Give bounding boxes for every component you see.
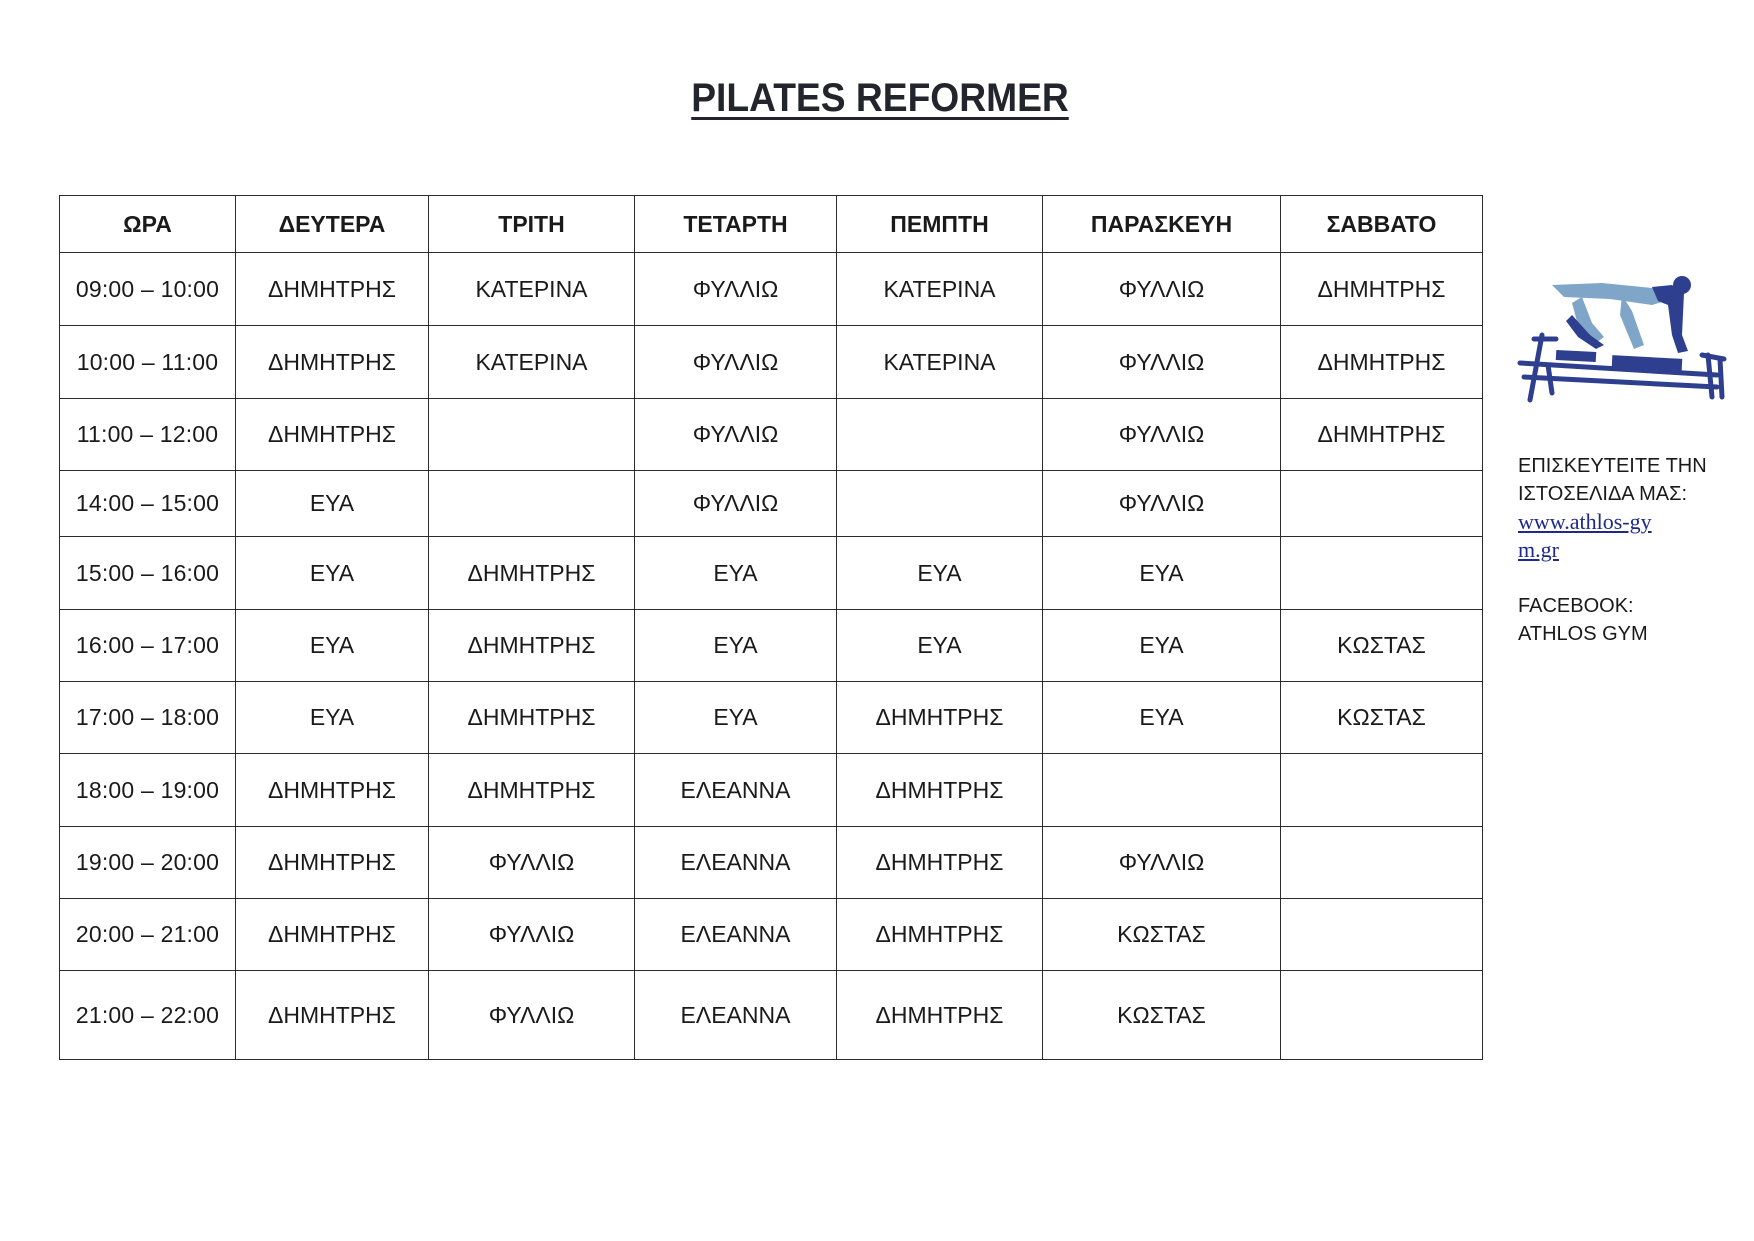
instructor-cell-monday: ΕΥΑ [236, 471, 429, 537]
instructor-cell-wednesday: ΦΥΛΛΙΩ [635, 399, 837, 471]
instructor-cell-saturday [1281, 754, 1483, 827]
instructor-cell-monday: ΔΗΜΗΤΡΗΣ [236, 971, 429, 1060]
header-row [60, 196, 1483, 253]
instructor-cell-tuesday: ΦΥΛΛΙΩ [429, 827, 635, 899]
time-slot-cell: 17:00 – 18:00 [60, 682, 236, 754]
schedule-body [60, 253, 1483, 1060]
spacer [1518, 564, 1748, 592]
visit-text-line2: ΙΣΤΟΣΕΛΙΔΑ ΜΑΣ: [1518, 483, 1688, 505]
contact-info [1518, 452, 1748, 648]
website-link[interactable]: www.athlos-gym.gr [1518, 509, 1652, 562]
instructor-cell-saturday [1281, 971, 1483, 1060]
table-row [60, 399, 1483, 471]
instructor-cell-saturday: ΚΩΣΤΑΣ [1281, 610, 1483, 682]
instructor-cell-friday: ΕΥΑ [1043, 610, 1281, 682]
instructor-cell-saturday: ΔΗΜΗΤΡΗΣ [1281, 399, 1483, 471]
instructor-cell-wednesday: ΕΥΑ [635, 537, 837, 610]
time-slot-cell: 14:00 – 15:00 [60, 471, 236, 537]
table-row [60, 253, 1483, 326]
pilates-reformer-icon [1512, 275, 1732, 405]
instructor-cell-wednesday: ΕΛΕΑΝΝΑ [635, 971, 837, 1060]
time-slot-cell: 15:00 – 16:00 [60, 537, 236, 610]
schedule-table [59, 195, 1483, 1060]
instructor-cell-saturday [1281, 537, 1483, 610]
instructor-cell-saturday [1281, 471, 1483, 537]
time-slot-cell: 10:00 – 11:00 [60, 326, 236, 399]
time-slot-cell: 11:00 – 12:00 [60, 399, 236, 471]
header-time: ΩΡΑ [60, 196, 236, 253]
table-row [60, 899, 1483, 971]
instructor-cell-thursday [837, 399, 1043, 471]
instructor-cell-monday: ΔΗΜΗΤΡΗΣ [236, 754, 429, 827]
instructor-cell-monday: ΔΗΜΗΤΡΗΣ [236, 326, 429, 399]
instructor-cell-saturday: ΔΗΜΗΤΡΗΣ [1281, 253, 1483, 326]
instructor-cell-saturday [1281, 899, 1483, 971]
header-monday: ΔΕΥΤΕΡΑ [236, 196, 429, 253]
instructor-cell-tuesday: ΔΗΜΗΤΡΗΣ [429, 610, 635, 682]
instructor-cell-thursday: ΔΗΜΗΤΡΗΣ [837, 899, 1043, 971]
facebook-name: ATHLOS GYM [1518, 623, 1648, 645]
instructor-cell-monday: ΕΥΑ [236, 537, 429, 610]
instructor-cell-friday [1043, 754, 1281, 827]
instructor-cell-tuesday: ΚΑΤΕΡΙΝΑ [429, 253, 635, 326]
header-friday: ΠΑΡΑΣΚΕΥΗ [1043, 196, 1281, 253]
instructor-cell-tuesday: ΚΑΤΕΡΙΝΑ [429, 326, 635, 399]
time-slot-cell: 19:00 – 20:00 [60, 827, 236, 899]
instructor-cell-thursday: ΕΥΑ [837, 610, 1043, 682]
instructor-cell-tuesday: ΦΥΛΛΙΩ [429, 971, 635, 1060]
instructor-cell-thursday: ΕΥΑ [837, 537, 1043, 610]
instructor-cell-thursday: ΔΗΜΗΤΡΗΣ [837, 682, 1043, 754]
instructor-cell-thursday: ΔΗΜΗΤΡΗΣ [837, 971, 1043, 1060]
instructor-cell-thursday: ΔΗΜΗΤΡΗΣ [837, 754, 1043, 827]
instructor-cell-monday: ΕΥΑ [236, 610, 429, 682]
header-wednesday: ΤΕΤΑΡΤΗ [635, 196, 837, 253]
instructor-cell-monday: ΔΗΜΗΤΡΗΣ [236, 253, 429, 326]
facebook-label: FACEBOOK: [1518, 595, 1634, 617]
table-row [60, 971, 1483, 1060]
instructor-cell-saturday [1281, 827, 1483, 899]
time-slot-cell: 21:00 – 22:00 [60, 971, 236, 1060]
logo-area [1512, 275, 1752, 405]
header-saturday: ΣΑΒΒΑΤΟ [1281, 196, 1483, 253]
instructor-cell-wednesday: ΕΛΕΑΝΝΑ [635, 827, 837, 899]
instructor-cell-thursday: ΚΑΤΕΡΙΝΑ [837, 253, 1043, 326]
instructor-cell-wednesday: ΕΥΑ [635, 682, 837, 754]
instructor-cell-friday: ΕΥΑ [1043, 682, 1281, 754]
instructor-cell-wednesday: ΦΥΛΛΙΩ [635, 471, 837, 537]
instructor-cell-monday: ΕΥΑ [236, 682, 429, 754]
header-tuesday: ΤΡΙΤΗ [429, 196, 635, 253]
instructor-cell-friday: ΚΩΣΤΑΣ [1043, 899, 1281, 971]
instructor-cell-tuesday: ΦΥΛΛΙΩ [429, 899, 635, 971]
instructor-cell-thursday: ΚΑΤΕΡΙΝΑ [837, 326, 1043, 399]
instructor-cell-thursday: ΔΗΜΗΤΡΗΣ [837, 827, 1043, 899]
instructor-cell-wednesday: ΕΛΕΑΝΝΑ [635, 754, 837, 827]
page-title: PILATES REFORMER [691, 76, 1069, 120]
table-row [60, 754, 1483, 827]
table-row [60, 682, 1483, 754]
instructor-cell-saturday: ΔΗΜΗΤΡΗΣ [1281, 326, 1483, 399]
table-row [60, 326, 1483, 399]
instructor-cell-friday: ΦΥΛΛΙΩ [1043, 827, 1281, 899]
time-slot-cell: 18:00 – 19:00 [60, 754, 236, 827]
visit-text-line1: ΕΠΙΣΚΕΥΤΕΙΤΕ ΤΗΝ [1518, 455, 1707, 477]
instructor-cell-tuesday [429, 471, 635, 537]
instructor-cell-monday: ΔΗΜΗΤΡΗΣ [236, 899, 429, 971]
table-row [60, 827, 1483, 899]
time-slot-cell: 20:00 – 21:00 [60, 899, 236, 971]
instructor-cell-monday: ΔΗΜΗΤΡΗΣ [236, 827, 429, 899]
instructor-cell-tuesday: ΔΗΜΗΤΡΗΣ [429, 537, 635, 610]
time-slot-cell: 16:00 – 17:00 [60, 610, 236, 682]
instructor-cell-thursday [837, 471, 1043, 537]
header-thursday: ΠΕΜΠΤΗ [837, 196, 1043, 253]
instructor-cell-friday: ΦΥΛΛΙΩ [1043, 326, 1281, 399]
instructor-cell-wednesday: ΦΥΛΛΙΩ [635, 326, 837, 399]
instructor-cell-saturday: ΚΩΣΤΑΣ [1281, 682, 1483, 754]
instructor-cell-wednesday: ΕΥΑ [635, 610, 837, 682]
instructor-cell-friday: ΚΩΣΤΑΣ [1043, 971, 1281, 1060]
instructor-cell-wednesday: ΦΥΛΛΙΩ [635, 253, 837, 326]
instructor-cell-tuesday: ΔΗΜΗΤΡΗΣ [429, 754, 635, 827]
instructor-cell-friday: ΕΥΑ [1043, 537, 1281, 610]
instructor-cell-friday: ΦΥΛΛΙΩ [1043, 471, 1281, 537]
table-row [60, 471, 1483, 537]
instructor-cell-friday: ΦΥΛΛΙΩ [1043, 253, 1281, 326]
table-row [60, 610, 1483, 682]
table-row [60, 537, 1483, 610]
instructor-cell-tuesday [429, 399, 635, 471]
instructor-cell-monday: ΔΗΜΗΤΡΗΣ [236, 399, 429, 471]
instructor-cell-tuesday: ΔΗΜΗΤΡΗΣ [429, 682, 635, 754]
instructor-cell-wednesday: ΕΛΕΑΝΝΑ [635, 899, 837, 971]
time-slot-cell: 09:00 – 10:00 [60, 253, 236, 326]
instructor-cell-friday: ΦΥΛΛΙΩ [1043, 399, 1281, 471]
